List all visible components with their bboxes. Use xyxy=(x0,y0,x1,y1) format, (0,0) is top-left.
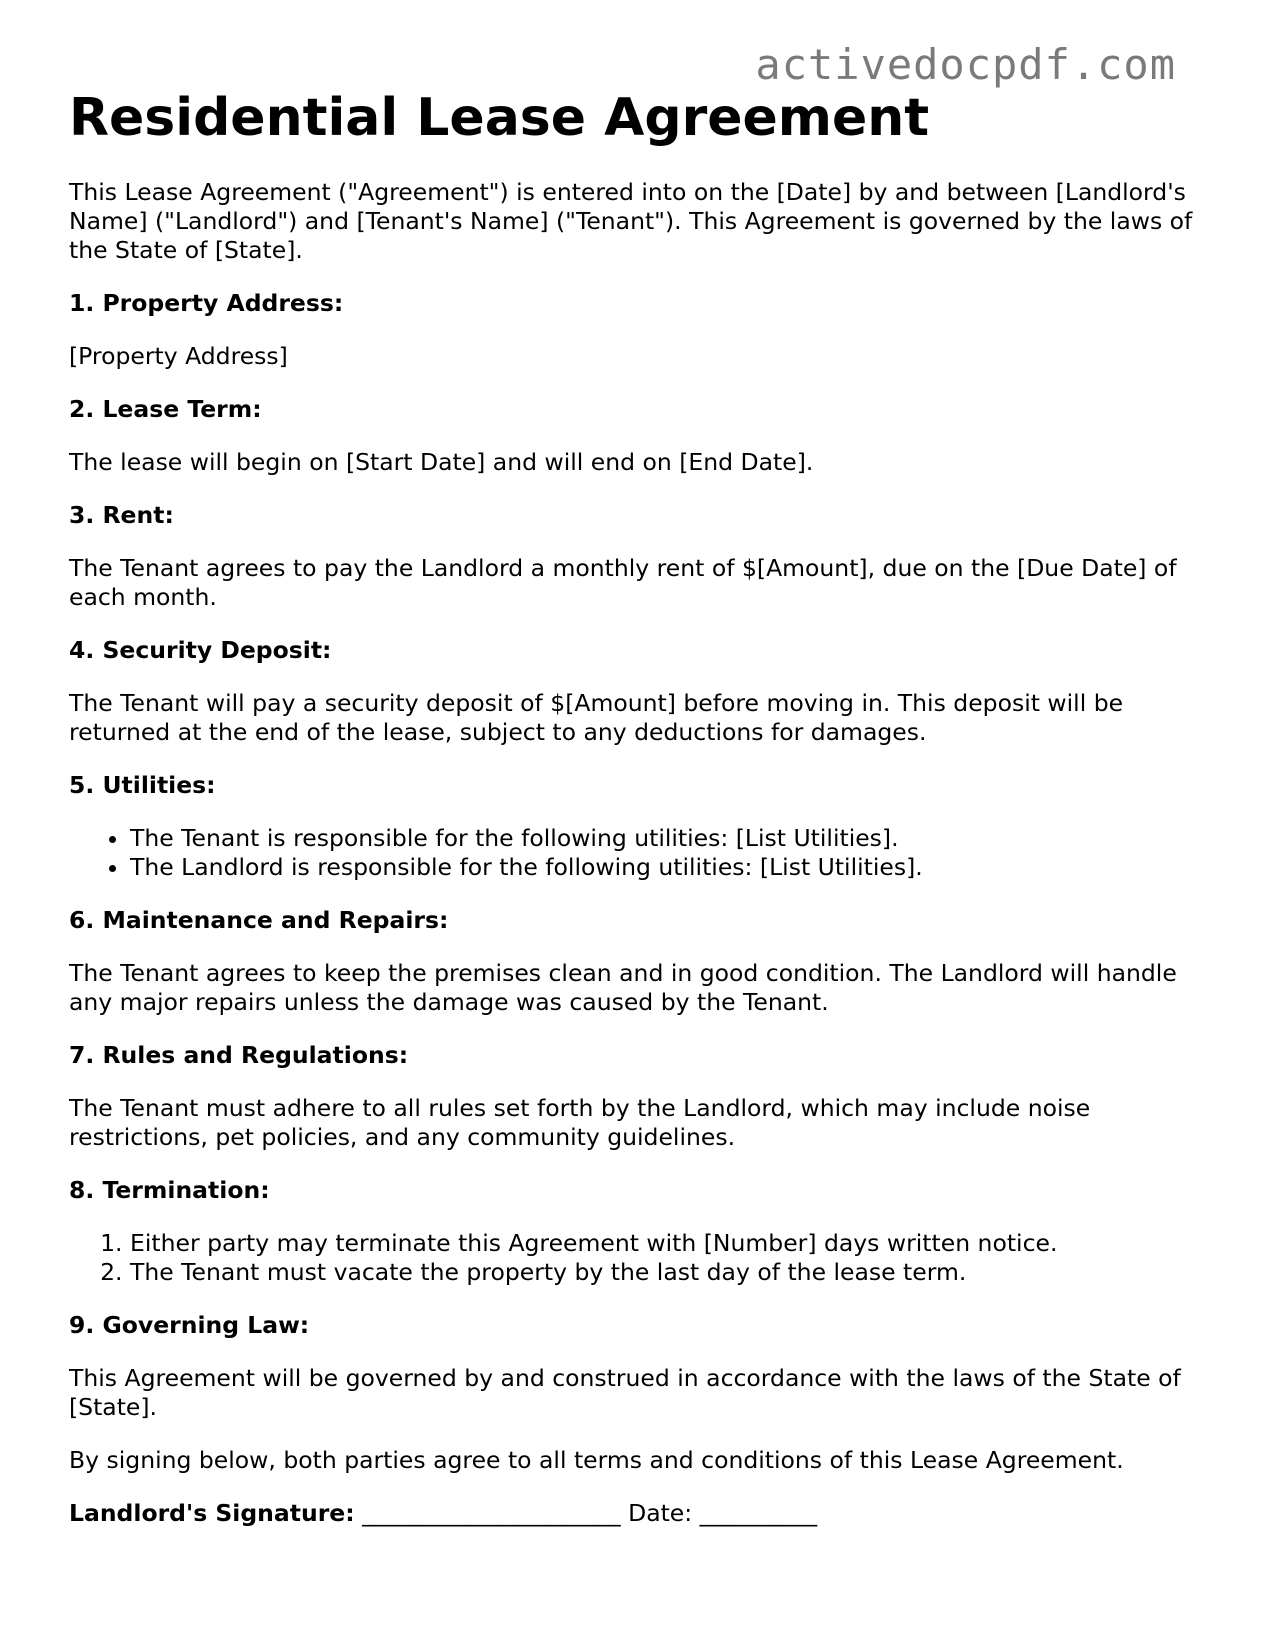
closing-paragraph: By signing below, both parties agree to all terms and conditions of this Lease Agreement. xyxy=(69,1446,1124,1474)
termination-list xyxy=(69,1229,1199,1287)
section-text-rent: The Tenant agrees to pay the Landlord a monthly rent of $[Amount], due on the [Due Date] of each month. xyxy=(69,554,1177,611)
section-text-property: [Property Address] xyxy=(69,342,288,370)
section-text-deposit: The Tenant will pay a security deposit of $[Amount] before moving in. This deposit will be returned at the end of the lease, subject to any deductions for damages. xyxy=(69,689,1124,746)
signature-label: Landlord's Signature: xyxy=(69,1499,355,1527)
watermark: activedocpdf.com xyxy=(755,40,1176,89)
section-heading-governing-law: 9. Governing Law: xyxy=(69,1311,310,1339)
list-item: 1. Either party may terminate this Agreement with [Number] days written notice. xyxy=(130,1229,1199,1258)
section-text-governing-law: This Agreement will be governed by and construed in accordance with the laws of the State of [State]. xyxy=(69,1364,1181,1421)
section-heading-lease-term: 2. Lease Term: xyxy=(69,395,262,423)
signature-blank: ______________________ Date: __________ xyxy=(362,1499,818,1527)
list-item: 2. The Tenant must vacate the property by the last day of the lease term. xyxy=(130,1258,1199,1287)
list-item: • The Tenant is responsible for the following utilities: [List Utilities]. xyxy=(130,824,1199,853)
intro-paragraph: This Lease Agreement ("Agreement") is entered into on the [Date] by and between [Landlord's Name] ("Landlord") and [Tenant's Name] ("Tenant"). This Agreement is governed by the laws of the State of [State]. xyxy=(69,178,1193,264)
document-page xyxy=(69,88,1199,1528)
section-text-rules: The Tenant must adhere to all rules set forth by the Landlord, which may include noise restrictions, pet policies, and any community guidelines. xyxy=(69,1094,1091,1151)
list-item: • The Landlord is responsible for the following utilities: [List Utilities]. xyxy=(130,853,1199,882)
section-heading-utilities: 5. Utilities: xyxy=(69,771,216,799)
section-text-lease-term: The lease will begin on [Start Date] and will end on [End Date]. xyxy=(69,448,814,476)
section-heading-property: 1. Property Address: xyxy=(69,289,344,317)
section-heading-maintenance: 6. Maintenance and Repairs: xyxy=(69,906,449,934)
section-heading-termination: 8. Termination: xyxy=(69,1176,270,1204)
signature-line xyxy=(69,1499,1199,1528)
utilities-list xyxy=(69,824,1199,882)
document-title: Residential Lease Agreement xyxy=(69,88,930,148)
section-heading-rules: 7. Rules and Regulations: xyxy=(69,1041,409,1069)
section-heading-rent: 3. Rent: xyxy=(69,501,174,529)
section-text-maintenance: The Tenant agrees to keep the premises clean and in good condition. The Landlord will handle any major repairs unless the damage was caused by the Tenant. xyxy=(69,959,1177,1016)
section-heading-deposit: 4. Security Deposit: xyxy=(69,636,332,664)
